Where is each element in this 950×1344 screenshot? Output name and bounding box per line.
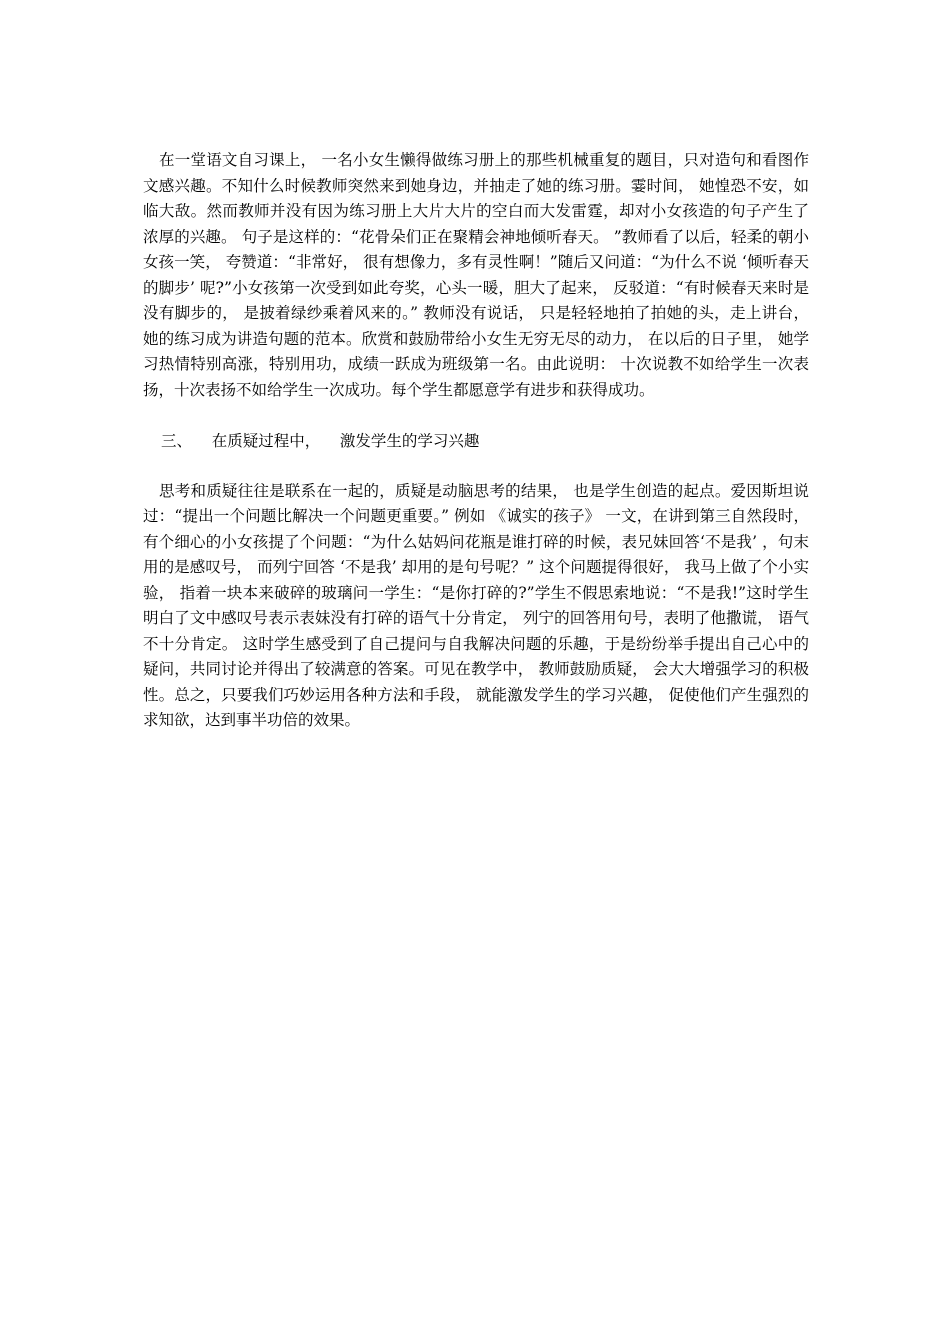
paragraph-questioning: 思考和质疑往往是联系在一起的，质疑是动脑思考的结果， 也是学生创造的起点。爱因斯坦说过：“提出一个问题比解决一个问题更重要。” 例如 《诚实的孩子》 一文，在讲到第三自然段时， 有个细心的小女孩提了个问题：“为什么姑妈问花瓶是谁打碎的时候，表兄妹回答‘不是我’ ，句末用的是感叹号， 而列宁回答 ‘不是我’ 却用的是句号呢？” 这个问题提得很好， 我马上做了个小实验， 指着一块本来破碎的玻璃问一学生：“是你打碎的?”学生不假思索地说：“不是我!”这时学生明白了文中感叹号表示表妹没有打碎的语气十分肯定， 列宁的回答用句号，表明了他撒谎， 语气不十分肯定。 这时学生感受到了自己提问与自我解决问题的乐趣，于是纷纷举手提出自己心中的疑问，共同讨论并得出了较满意的答案。可见在教学中， 教师鼓励质疑， 会大大增强学习的积极性。总之，只要我们巧妙运用各种方法和手段， 就能激发学生的学习兴趣， 促使他们产生强烈的求知欲，达到事半功倍的效果。 <box>143 481 809 729</box>
section-heading-3: 三、 在质疑过程中， 激发学生的学习兴趣 <box>161 432 480 450</box>
paragraph-classroom-story: 在一堂语文自习课上， 一名小女生懒得做练习册上的那些机械重复的题目，只对造句和看图作文感兴趣。不知什么时候教师突然来到她身边，并抽走了她的练习册。霎时间， 她惶恐不安，如临大敌。然而教师并没有因为练习册上大片大片的空白而大发雷霆，却对小女孩造的句子产生了浓厚的兴趣。 句子是这样的：“花骨朵们正在聚精会神地倾听春天。 ”教师看了以后，轻柔的朝小女孩一笑， 夸赞道：“非常好， 很有想像力，多有灵性啊！”随后又问道：“为什么不说 ‘倾听春天的脚步’ 呢?”小女孩第一次受到如此夸奖，心头一暖，胆大了起来， 反驳道：“有时候春天来时是没有脚步的， 是披着绿纱乘着风来的。” 教师没有说话， 只是轻轻地拍了拍她的头，走上讲台， 她的练习成为讲造句题的范本。欣赏和鼓励带给小女生无穷无尽的动力， 在以后的日子里， 她学习热情特别高涨，特别用功，成绩一跃成为班级第一名。由此说明： 十次说教不如给学生一次表扬，十次表扬不如给学生一次成功。每个学生都愿意学有进步和获得成功。 <box>143 151 809 399</box>
document-body <box>143 148 809 734</box>
